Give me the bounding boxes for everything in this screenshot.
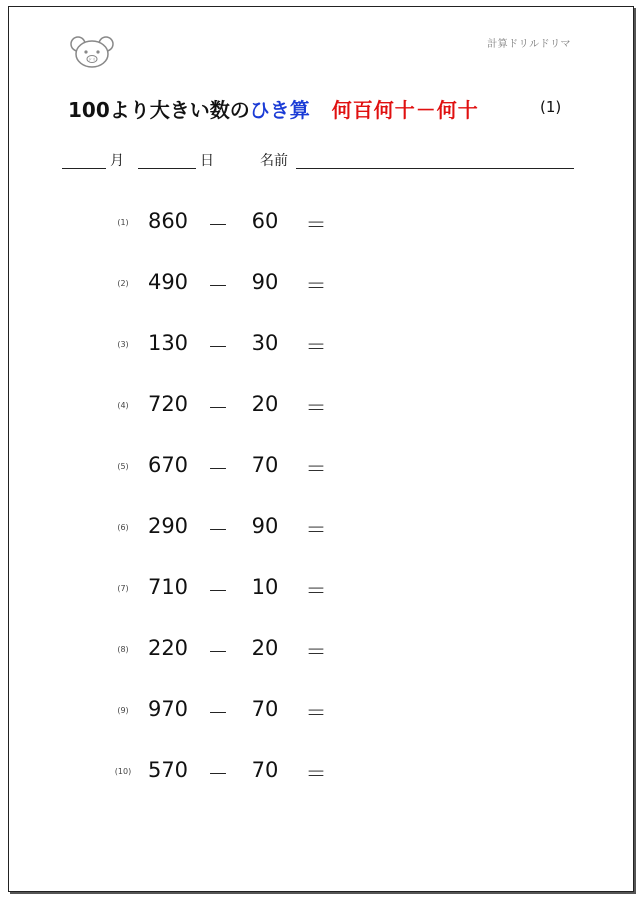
subtrahend: 20	[251, 392, 279, 416]
logo-text: ドリ	[88, 57, 96, 62]
problem-row	[0, 697, 642, 727]
problem-number: (9)	[117, 706, 129, 715]
equals-sign: ＝	[305, 335, 327, 359]
minuend: 290	[147, 514, 189, 538]
subtrahend: 20	[251, 636, 279, 660]
minuend: 970	[147, 697, 189, 721]
equals-sign: ＝	[305, 762, 327, 786]
minus-sign: －	[207, 518, 229, 542]
bear-logo-icon	[69, 35, 115, 69]
problem-row	[0, 331, 642, 361]
problem-row	[0, 514, 642, 544]
problem-number: (2)	[117, 279, 129, 288]
problem-number: (3)	[117, 340, 129, 349]
problem-number: (5)	[117, 462, 129, 471]
problem-number: (1)	[117, 218, 129, 227]
minus-sign: －	[207, 213, 229, 237]
minuend: 860	[147, 209, 189, 233]
subtrahend: 10	[251, 575, 279, 599]
minuend: 490	[147, 270, 189, 294]
minuend: 670	[147, 453, 189, 477]
equals-sign: ＝	[305, 213, 327, 237]
day-label: 日	[200, 153, 214, 169]
subtrahend: 30	[251, 331, 279, 355]
month-field[interactable]	[62, 148, 106, 169]
problem-row	[0, 636, 642, 666]
minus-sign: －	[207, 457, 229, 481]
subtrahend: 90	[251, 514, 279, 538]
equals-sign: ＝	[305, 579, 327, 603]
minuend: 710	[147, 575, 189, 599]
name-label: 名前	[260, 153, 288, 169]
equals-sign: ＝	[305, 274, 327, 298]
problem-row	[0, 209, 642, 239]
minus-sign: －	[207, 579, 229, 603]
month-label: 月	[110, 153, 124, 169]
name-field[interactable]	[296, 148, 574, 169]
title-topic: 何百何十－何十	[331, 98, 479, 122]
equals-sign: ＝	[305, 457, 327, 481]
minus-sign: －	[207, 335, 229, 359]
problem-number: (7)	[117, 584, 129, 593]
subtrahend: 70	[251, 453, 279, 477]
problem-row	[0, 758, 642, 788]
day-field[interactable]	[138, 148, 196, 169]
subtrahend: 70	[251, 758, 279, 782]
problem-number: (6)	[117, 523, 129, 532]
equals-sign: ＝	[305, 396, 327, 420]
minus-sign: －	[207, 274, 229, 298]
minuend: 130	[147, 331, 189, 355]
equals-sign: ＝	[305, 640, 327, 664]
subtrahend: 90	[251, 270, 279, 294]
date-name-row	[0, 148, 642, 178]
minuend: 220	[147, 636, 189, 660]
equals-sign: ＝	[305, 701, 327, 725]
minus-sign: －	[207, 640, 229, 664]
minus-sign: －	[207, 396, 229, 420]
subtrahend: 60	[251, 209, 279, 233]
minus-sign: －	[207, 701, 229, 725]
problem-row	[0, 392, 642, 422]
problem-row	[0, 575, 642, 605]
set-number: (1)	[540, 98, 562, 116]
minuend: 570	[147, 758, 189, 782]
minus-sign: －	[207, 762, 229, 786]
equals-sign: ＝	[305, 518, 327, 542]
problem-number: (4)	[117, 401, 129, 410]
problem-number: (10)	[114, 767, 132, 776]
problem-row	[0, 453, 642, 483]
page-title	[68, 94, 479, 123]
problem-number: (8)	[117, 645, 129, 654]
subtrahend: 70	[251, 697, 279, 721]
title-highlight: ひき算	[249, 98, 310, 122]
brand-name: 計算ドリルドリマ	[487, 39, 571, 50]
problem-row	[0, 270, 642, 300]
minuend: 720	[147, 392, 189, 416]
title-main: 100より大きい数の	[68, 98, 250, 122]
